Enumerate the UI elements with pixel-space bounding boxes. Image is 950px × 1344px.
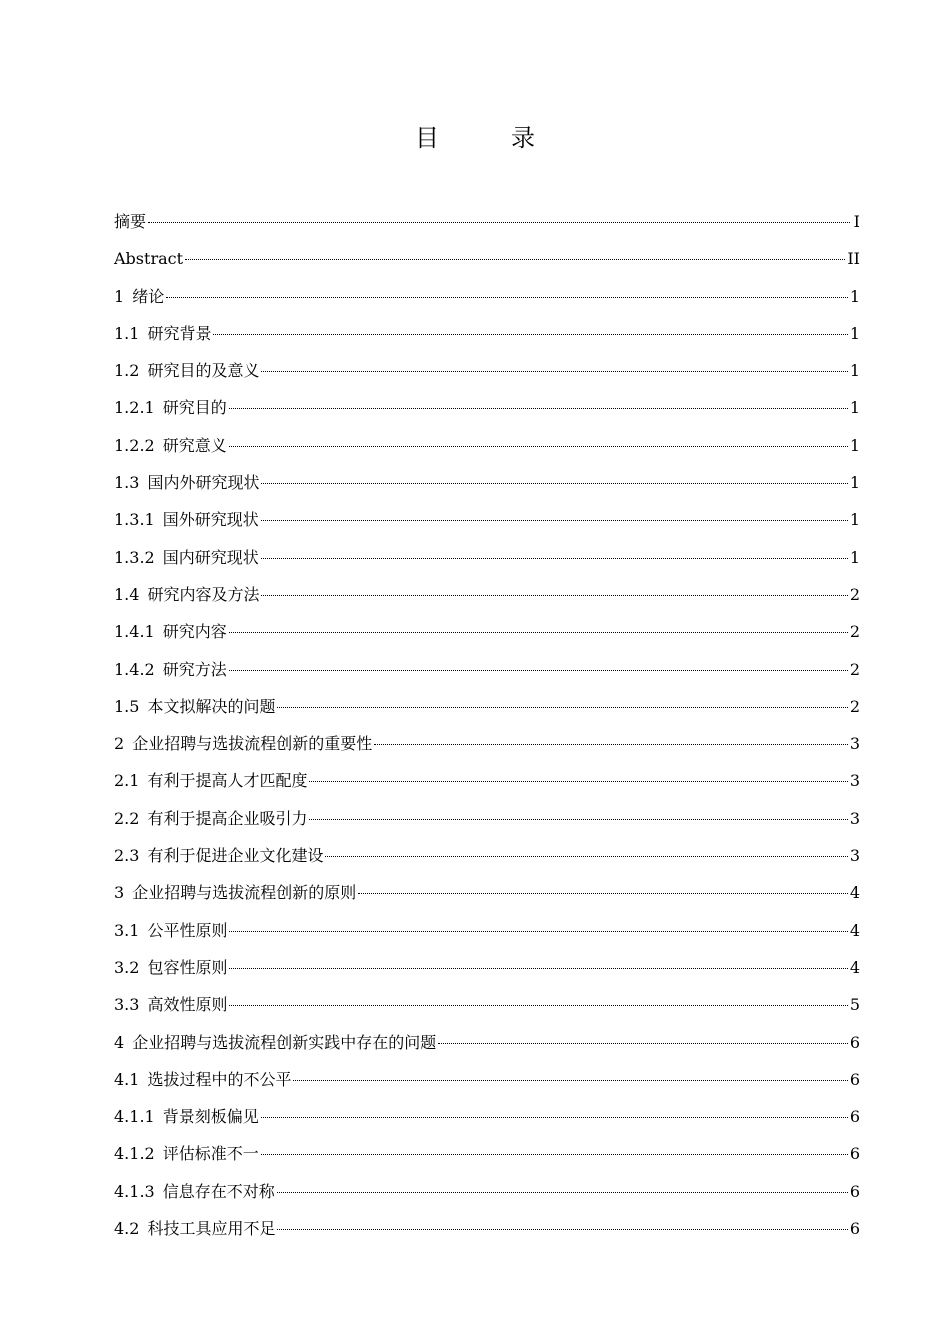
dot-leader — [277, 1229, 847, 1230]
toc-entry-title: 企业招聘与选拔流程创新的重要性 — [132, 734, 373, 754]
toc-entry-page-number: 3 — [849, 771, 860, 791]
dot-leader — [213, 334, 847, 335]
toc-entry-title: 评估标准不一 — [162, 1144, 259, 1164]
toc-entry-number: 2.3 — [114, 846, 140, 866]
toc-entry[interactable] — [114, 278, 860, 315]
toc-entry-title: 有利于提高人才匹配度 — [147, 771, 308, 791]
toc-entry-number: 4.1.3 — [114, 1181, 155, 1201]
toc-entry-number: 1.5 — [114, 696, 140, 716]
toc-entry-title: 包容性原则 — [147, 957, 228, 977]
toc-entry[interactable] — [114, 651, 860, 688]
toc-entry-page-number: 3 — [849, 846, 860, 866]
toc-entry[interactable] — [114, 912, 860, 949]
dot-leader — [148, 222, 850, 223]
toc-entry[interactable] — [114, 949, 860, 986]
toc-entry-number: 4 — [114, 1032, 125, 1052]
toc-entry[interactable] — [114, 464, 860, 501]
dot-leader — [229, 632, 848, 633]
toc-entry-number: 4.1.1 — [114, 1107, 155, 1127]
toc-entry-page-number: 1 — [849, 361, 860, 381]
dot-leader — [166, 297, 848, 298]
toc-entry-title: 研究内容及方法 — [147, 584, 260, 604]
toc-entry-page-number: 1 — [849, 323, 860, 343]
dot-leader — [277, 707, 847, 708]
toc-entry-number: 2.2 — [114, 808, 140, 828]
toc-entry-title: Abstract — [114, 249, 184, 269]
toc-entry[interactable] — [114, 874, 860, 911]
toc-entry-page-number: 2 — [849, 659, 860, 679]
toc-entry-number: 3 — [114, 883, 125, 903]
toc-entry[interactable] — [114, 688, 860, 725]
toc-entry-page-number: 4 — [849, 920, 860, 940]
dot-leader — [229, 408, 848, 409]
dot-leader — [309, 781, 847, 782]
toc-entry-number: 1.4 — [114, 584, 140, 604]
toc-entry-page-number: 6 — [849, 1219, 860, 1239]
dot-leader — [261, 483, 847, 484]
toc-entry-title: 研究内容 — [162, 622, 227, 642]
toc-entry[interactable] — [114, 1135, 860, 1172]
toc-entry-title: 绪论 — [132, 286, 165, 306]
toc-entry-number: 1.4.1 — [114, 622, 155, 642]
toc-list — [114, 203, 860, 1247]
dot-leader — [229, 446, 848, 447]
toc-entry[interactable] — [114, 1061, 860, 1098]
toc-entry-title: 企业招聘与选拔流程创新的原则 — [132, 883, 357, 903]
toc-entry-title: 研究背景 — [147, 323, 212, 343]
toc-entry-number: 3.3 — [114, 995, 140, 1015]
toc-entry-title: 研究意义 — [162, 435, 227, 455]
toc-entry-title: 国外研究现状 — [162, 510, 259, 530]
toc-entry-page-number: 6 — [849, 1032, 860, 1052]
toc-entry-title: 摘要 — [114, 212, 147, 231]
toc-entry[interactable] — [114, 1210, 860, 1247]
toc-entry-number: 1.2.2 — [114, 435, 155, 455]
toc-entry-title: 研究方法 — [162, 659, 227, 679]
toc-entry-number: 4.1.2 — [114, 1144, 155, 1164]
dot-leader — [261, 558, 848, 559]
toc-entry-page-number: 6 — [849, 1069, 860, 1089]
toc-entry-page-number: 1 — [849, 398, 860, 418]
toc-entry[interactable] — [114, 1098, 860, 1135]
toc-entry-page-number: 6 — [849, 1144, 860, 1164]
toc-entry-page-number: 1 — [849, 286, 860, 306]
toc-entry-page-number: 3 — [849, 734, 860, 754]
toc-entry[interactable] — [114, 539, 860, 576]
toc-entry[interactable] — [114, 427, 860, 464]
toc-entry-page-number: 1 — [849, 510, 860, 530]
toc-entry-number: 1.3.1 — [114, 510, 155, 530]
toc-entry[interactable] — [114, 613, 860, 650]
dot-leader — [309, 819, 847, 820]
toc-entry-number: 3.1 — [114, 920, 140, 940]
toc-entry-title: 选拔过程中的不公平 — [147, 1069, 292, 1089]
toc-entry-page-number: 6 — [849, 1107, 860, 1127]
toc-entry-number: 1.3.2 — [114, 547, 155, 567]
toc-entry-number: 4.1 — [114, 1069, 140, 1089]
toc-entry-page-number: I — [853, 212, 860, 231]
dot-leader — [229, 931, 847, 932]
toc-entry-page-number: 6 — [849, 1181, 860, 1201]
toc-entry-number: 1.3 — [114, 473, 140, 493]
dot-leader — [261, 1154, 848, 1155]
toc-entry-page-number: 1 — [849, 435, 860, 455]
dot-leader — [261, 595, 847, 596]
toc-entry[interactable] — [114, 352, 860, 389]
dot-leader — [277, 1192, 848, 1193]
toc-entry-page-number: 2 — [849, 622, 860, 642]
toc-entry-title: 研究目的 — [162, 398, 227, 418]
toc-entry-page-number: 4 — [849, 957, 860, 977]
toc-entry[interactable] — [114, 203, 860, 240]
toc-entry-number: 1.1 — [114, 323, 140, 343]
toc-entry[interactable] — [114, 725, 860, 762]
toc-entry-title: 有利于提高企业吸引力 — [147, 808, 308, 828]
dot-leader — [325, 856, 847, 857]
toc-entry-page-number: 4 — [849, 883, 860, 903]
dot-leader — [374, 744, 848, 745]
toc-entry-title: 公平性原则 — [147, 920, 228, 940]
toc-entry-page-number: 5 — [849, 995, 860, 1015]
toc-entry-title: 企业招聘与选拔流程创新实践中存在的问题 — [132, 1032, 437, 1052]
dot-leader — [261, 520, 848, 521]
toc-entry-page-number: II — [847, 249, 860, 269]
toc-entry-number: 2.1 — [114, 771, 140, 791]
dot-leader — [358, 893, 848, 894]
toc-entry[interactable] — [114, 762, 860, 799]
toc-entry-title: 国内研究现状 — [162, 547, 259, 567]
toc-entry[interactable] — [114, 986, 860, 1023]
dot-leader — [261, 1117, 848, 1118]
toc-entry-page-number: 2 — [849, 696, 860, 716]
toc-entry[interactable] — [114, 576, 860, 613]
toc-entry-page-number: 1 — [849, 547, 860, 567]
toc-entry[interactable] — [114, 800, 860, 837]
toc-entry-number: 2 — [114, 734, 125, 754]
toc-entry[interactable] — [114, 1024, 860, 1061]
toc-entry-title: 研究目的及意义 — [147, 361, 260, 381]
toc-entry-number: 1.2.1 — [114, 398, 155, 418]
toc-entry-number: 1.2 — [114, 361, 140, 381]
toc-entry-number: 1 — [114, 286, 125, 306]
toc-title: 目 录 — [415, 124, 559, 152]
toc-entry-title: 高效性原则 — [147, 995, 228, 1015]
toc-entry-page-number: 2 — [849, 584, 860, 604]
dot-leader — [229, 670, 848, 671]
toc-entry-title: 科技工具应用不足 — [147, 1219, 276, 1239]
dot-leader — [293, 1080, 847, 1081]
toc-entry-title: 信息存在不对称 — [162, 1181, 275, 1201]
dot-leader — [229, 968, 847, 969]
toc-entry-title: 背景刻板偏见 — [162, 1107, 259, 1127]
toc-entry-title: 国内外研究现状 — [147, 473, 260, 493]
toc-entry-page-number: 3 — [849, 808, 860, 828]
toc-entry[interactable] — [114, 837, 860, 874]
toc-entry[interactable] — [114, 389, 860, 426]
toc-entry[interactable] — [114, 240, 860, 277]
dot-leader — [261, 371, 847, 372]
dot-leader — [229, 1005, 847, 1006]
toc-entry-title: 本文拟解决的问题 — [147, 696, 276, 716]
toc-entry-title: 有利于促进企业文化建设 — [147, 846, 324, 866]
toc-entry-page-number: 1 — [849, 473, 860, 493]
toc-entry-number: 4.2 — [114, 1219, 140, 1239]
toc-entry[interactable] — [114, 315, 860, 352]
toc-entry-number: 1.4.2 — [114, 659, 155, 679]
toc-entry[interactable] — [114, 501, 860, 538]
dot-leader — [438, 1043, 848, 1044]
dot-leader — [185, 259, 845, 260]
toc-entry-number: 3.2 — [114, 957, 140, 977]
toc-entry[interactable] — [114, 1173, 860, 1210]
